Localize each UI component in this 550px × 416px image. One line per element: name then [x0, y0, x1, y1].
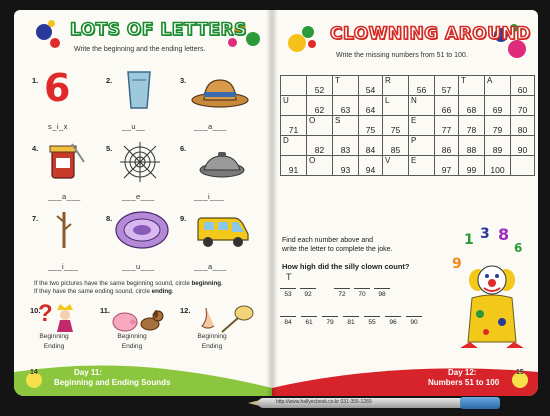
grid-letter-cell[interactable]: P — [409, 136, 435, 156]
item-number: 4. — [32, 144, 39, 153]
grid-number-cell: 70 — [511, 96, 535, 116]
number-grid — [280, 75, 535, 176]
grid-letter-cell[interactable]: U — [281, 96, 307, 116]
hat-picture — [190, 74, 250, 108]
grid-number-cell: 52 — [307, 76, 333, 96]
grid-number-cell: 91 — [281, 156, 307, 176]
item-number: 9. — [180, 214, 187, 223]
web-picture — [120, 142, 160, 182]
grid-letter-cell[interactable]: O — [307, 116, 333, 136]
svg-text:9: 9 — [452, 256, 462, 272]
grid-number-cell: 71 — [281, 116, 307, 136]
clown-picture — [450, 222, 534, 352]
answer-blank[interactable]: ___i___ — [48, 262, 79, 271]
joke-instructions — [282, 236, 393, 254]
svg-text:3: 3 — [480, 226, 490, 242]
answer-blank[interactable]: __u__ — [122, 122, 146, 131]
pen-grip — [460, 397, 500, 409]
beginning-option[interactable]: Beginning — [117, 333, 147, 340]
answer-slot[interactable]: 90 — [406, 316, 422, 326]
ending-option[interactable]: Ending — [121, 343, 143, 350]
grid-number-cell: 54 — [359, 76, 383, 96]
grid-number-cell: 90 — [511, 136, 535, 156]
grid-number-cell: 64 — [359, 96, 383, 116]
answer-options — [190, 332, 234, 352]
grid-letter-cell[interactable]: R — [383, 76, 409, 96]
page-title: CLOWNING AROUND — [330, 24, 531, 44]
answer-slot[interactable]: 55 — [364, 316, 380, 326]
grid-number-cell: 79 — [485, 116, 511, 136]
decorative-dot — [48, 20, 55, 27]
day-label: Day 12: — [448, 368, 477, 377]
grid-number-cell: 78 — [459, 116, 485, 136]
answer-blank[interactable]: ___a___ — [194, 122, 227, 131]
answer-slot[interactable]: 84 — [280, 316, 296, 326]
answer-slot[interactable]: 98 — [374, 288, 390, 298]
net-picture — [220, 304, 254, 334]
joke-question: How high did the silly clown count? — [282, 262, 410, 271]
grid-number-cell[interactable] — [511, 156, 535, 176]
decorative-dot — [308, 40, 316, 48]
grid-row — [281, 136, 535, 156]
grid-number-cell: 62 — [307, 96, 333, 116]
answer-slot[interactable]: 72 — [334, 288, 350, 298]
grid-number-cell: 85 — [383, 136, 409, 156]
grid-number-cell: 57 — [435, 76, 459, 96]
grid-number-cell: 80 — [511, 116, 535, 136]
ending-option[interactable]: Ending — [43, 343, 65, 350]
nose-picture — [198, 306, 218, 332]
instruction-keyword: beginning — [191, 280, 222, 287]
question-mark-picture: ? — [38, 300, 53, 327]
grid-number-cell: 82 — [307, 136, 333, 156]
instruction-text: If they have the same ending sound, circle — [34, 288, 152, 295]
left-footer-band — [14, 358, 272, 396]
grid-row — [281, 96, 535, 116]
grid-number-cell: 86 — [435, 136, 459, 156]
grid-row — [281, 116, 535, 136]
svg-text:1: 1 — [464, 232, 474, 248]
grid-number-cell: 100 — [485, 156, 511, 176]
topic-label: Beginning and Ending Sounds — [54, 378, 171, 387]
answer-options — [32, 332, 76, 352]
item-number: 8. — [106, 214, 113, 223]
beginning-option[interactable]: Beginning — [197, 333, 227, 340]
right-workbook-page — [272, 10, 538, 396]
grid-letter-cell[interactable]: V — [383, 156, 409, 176]
item-number: 11. — [100, 306, 111, 315]
answer-slot[interactable]: 70 — [354, 288, 370, 298]
answer-slot[interactable]: 61 — [301, 316, 317, 326]
pen-imprint: http://www.hallyecbook.co.kr 031-355-1289 — [276, 399, 372, 405]
answer-slot[interactable]: 92 — [300, 288, 316, 298]
twig-picture — [54, 210, 74, 250]
grid-letter-cell[interactable]: L — [383, 96, 409, 116]
grid-letter-cell[interactable]: S — [333, 116, 359, 136]
topic-label: Numbers 51 to 100 — [428, 378, 500, 387]
ending-option[interactable]: Ending — [201, 343, 223, 350]
grid-number-cell: 63 — [333, 96, 359, 116]
svg-text:6: 6 — [514, 241, 523, 255]
right-footer-band — [272, 358, 538, 396]
grid-number-cell: 88 — [459, 136, 485, 156]
instruction-text: If the two pictures have the same beginning sound, circle — [34, 280, 192, 287]
grid-number-cell: 75 — [359, 116, 383, 136]
grid-letter-cell[interactable]: T — [459, 76, 485, 96]
grid-number-cell: 60 — [511, 76, 535, 96]
filled-answer-letter: T — [286, 272, 292, 282]
grid-letter-cell[interactable]: E — [409, 116, 435, 136]
page-subtitle: Write the missing numbers from 51 to 100. — [336, 52, 468, 59]
item-number: 6. — [180, 144, 187, 153]
grid-number-cell: 66 — [435, 96, 459, 116]
decorative-dot — [246, 32, 260, 46]
grid-number-cell: 83 — [333, 136, 359, 156]
instruction-line: write the letter to complete the joke. — [282, 246, 393, 253]
answer-blank[interactable]: s_i_x — [48, 122, 69, 131]
item-number: 12. — [180, 306, 191, 315]
lid-picture — [198, 150, 246, 178]
item-number: 2. — [106, 76, 113, 85]
left-workbook-page — [14, 10, 272, 396]
answer-blank[interactable]: ___u___ — [122, 262, 155, 271]
page-number: 14 — [30, 369, 38, 376]
grid-number-cell: 94 — [359, 156, 383, 176]
bug-picture — [114, 210, 170, 250]
answer-slot[interactable]: 53 — [280, 288, 296, 298]
answer-blank[interactable]: ___i___ — [194, 192, 225, 201]
decorative-dot — [50, 38, 60, 48]
answer-slot[interactable]: 81 — [343, 316, 359, 326]
page-number: 15 — [516, 369, 524, 376]
grid-number-cell: 93 — [333, 156, 359, 176]
page-subtitle: Write the beginning and the ending letters. — [74, 46, 206, 53]
item-number: 7. — [32, 214, 39, 223]
grid-letter-cell[interactable]: O — [307, 156, 333, 176]
instruction-keyword: ending — [151, 288, 172, 295]
grid-letter-cell[interactable]: E — [409, 156, 435, 176]
grid-letter-cell[interactable]: N — [409, 96, 435, 116]
grid-number-cell: 68 — [459, 96, 485, 116]
cup-picture — [126, 70, 152, 110]
grid-number-cell: 75 — [383, 116, 409, 136]
six-numeral-picture: 6 — [44, 66, 71, 110]
pig-picture — [112, 310, 138, 332]
item-number: 10. — [30, 306, 41, 315]
answer-options — [110, 332, 154, 352]
answer-slot[interactable]: 79 — [322, 316, 338, 326]
page-title: LOTS OF LETTERS — [70, 20, 247, 40]
grid-number-cell: 69 — [485, 96, 511, 116]
grid-number-cell: 84 — [359, 136, 383, 156]
grid-number-cell: 89 — [485, 136, 511, 156]
grid-letter-cell[interactable]: A — [485, 76, 511, 96]
item-number: 3. — [180, 76, 187, 85]
grid-number-cell: 99 — [459, 156, 485, 176]
jam-jar-picture — [46, 142, 86, 180]
grid-number-cell: 77 — [435, 116, 459, 136]
item-number: 5. — [106, 144, 113, 153]
van-picture — [194, 214, 250, 250]
queen-picture — [54, 302, 76, 332]
item-number: 1. — [32, 76, 39, 85]
answer-blank[interactable]: ___a___ — [48, 192, 81, 201]
beginning-option[interactable]: Beginning — [39, 333, 69, 340]
grid-letter-cell[interactable]: D — [281, 136, 307, 156]
instruction-line: Find each number above and — [282, 237, 374, 244]
circle-instructions: If the two pictures have the same beginning sound, circle beginning. If they have the same ending sound, circle ending. — [34, 280, 223, 295]
dog-picture — [138, 308, 164, 332]
answer-row — [280, 288, 440, 310]
grid-number-cell: 56 — [409, 76, 435, 96]
svg-text:8: 8 — [498, 225, 510, 244]
grid-row — [281, 76, 535, 96]
grid-number-cell: 97 — [435, 156, 459, 176]
grid-letter-cell[interactable]: T — [333, 76, 359, 96]
answer-blank[interactable]: ___e___ — [122, 192, 155, 201]
day-label: Day 11: — [74, 368, 103, 377]
decorative-dot — [302, 26, 314, 38]
grid-row — [281, 156, 535, 176]
answer-slot[interactable]: 96 — [385, 316, 401, 326]
grid-number-cell[interactable] — [281, 76, 307, 96]
answer-row — [280, 316, 450, 338]
answer-blank[interactable]: ___a___ — [194, 262, 227, 271]
